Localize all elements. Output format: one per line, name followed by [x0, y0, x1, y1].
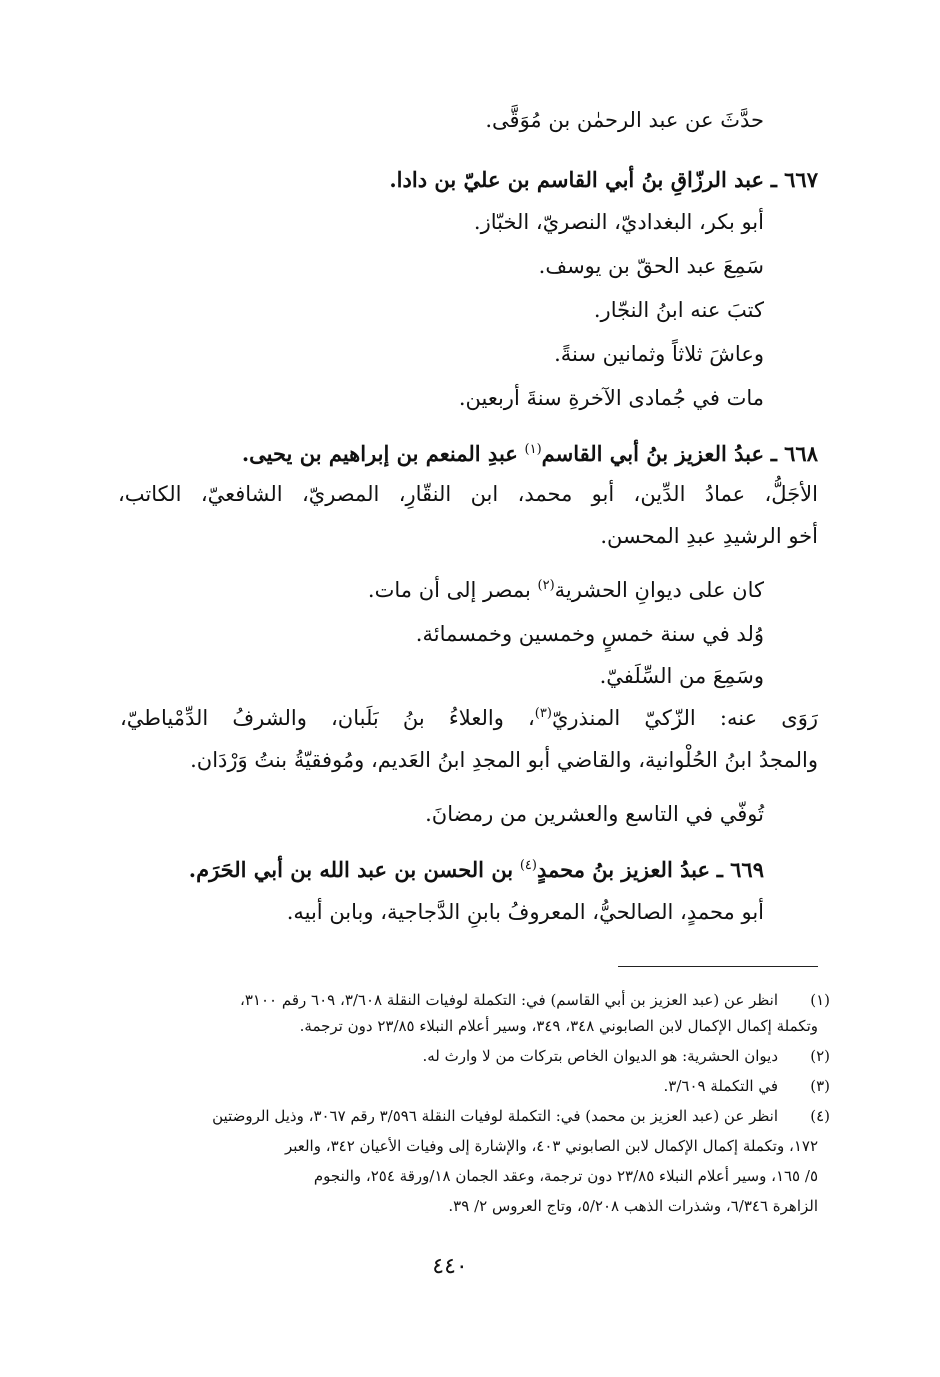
entry-name-continued: بن الحسن بن عبد الله بن أبي الحَرَم.: [188, 857, 514, 882]
footnote-number: (١): [810, 991, 830, 1009]
text-line: الأجَلُّ، عمادُ الدِّين، أبو محمد، ابن النقّارِ، المصريّ، الشافعيّ، الكاتب،: [118, 482, 818, 506]
page-number: ٤٤٠: [432, 1254, 468, 1279]
entry-name-continued: عبدِ المنعم بن إبراهيم بن يحيى.: [241, 441, 518, 466]
footnote-number: (٢): [810, 1047, 830, 1065]
footnote-number: (٣): [810, 1077, 830, 1095]
entry-heading-668: [242, 438, 818, 470]
footnote-line: ديوان الحشرية: هو الديوان الخاص بتركات من لا وارث له.: [422, 1047, 778, 1065]
footnote-line: انظر عن (عبد العزيز بن محمد) في: التكملة لوفيات النقلة ٣/٥٩٦ رقم ٣٠٦٧، وذيل الروضتين: [212, 1107, 778, 1125]
footnote-line: الزاهرة ٦/٣٤٦، وشذرات الذهب ٥/٢٠٨، وتاج العروس ٢/ ٣٩.: [448, 1197, 818, 1215]
entry-name: عبدُ العزيز بنُ أبي القاسم: [541, 441, 764, 466]
text-line: مات في جُمادى الآخرةِ سنةَ أربعين.: [458, 386, 764, 410]
text-line: سَمِعَ عبد الحقّ بن يوسف.: [538, 254, 764, 278]
entry-heading-667: [389, 164, 818, 196]
text-line: أبو محمدٍ، الصالحيُّ، المعروفُ بابنِ الدَّجاجية، وبابن أبيه.: [286, 900, 764, 924]
text-line: أخو الرشيدِ عبدِ المحسن.: [600, 524, 818, 548]
footnote-line: انظر عن (عبد العزيز بن أبي القاسم) في: التكملة لوفيات النقلة ٣/٦٠٨، ٦٠٩ رقم ٣١٠٠،: [240, 991, 778, 1009]
entry-number: ٦٦٧ ـ: [770, 167, 818, 192]
footnote-number: (٤): [810, 1107, 830, 1125]
text-line: كان على ديوانِ الحشرية$^{(٢)}$ بمصر إلى أن مات.: [367, 578, 764, 602]
footnote-line: ١٧٢، وتكملة إكمال الإكمال لابن الصابوني ٤٠٣، والإشارة إلى وفيات الأعيان ٣٤٢، والعبر: [284, 1137, 818, 1155]
footnote-line: في التكملة ٣/٦٠٩.: [663, 1077, 778, 1095]
footnote-ref[interactable]: (٣): [534, 706, 552, 721]
entry-number: ٦٦٨ ـ: [770, 441, 818, 466]
entry-number: ٦٦٩ ـ: [716, 857, 764, 882]
entry-heading-669: [189, 854, 764, 886]
text-line: تُوفّي في التاسع والعشرين من رمضانَ.: [425, 802, 764, 826]
text-line: وُلد في سنة خمسٍ وخمسين وخمسمائة.: [415, 622, 764, 646]
entry-name: عبد الرزّاقِ بنُ أبي القاسم بن عليّ بن دادا.: [389, 167, 764, 192]
text-line: وعاشَ ثلاثاً وثمانين سنةً.: [554, 342, 764, 366]
text-line: أبو بكر، البغداديّ، النصريّ، الخبّاز.: [473, 210, 764, 234]
footnote-ref[interactable]: (٢): [537, 578, 555, 593]
text-line: والمجدُ ابنُ الحُلْوانية، والقاضي أبو المجدِ ابنُ العَديم، ومُوفقيّةُ بنتُ وَرْدَان.: [190, 748, 818, 772]
entry-name: عبدُ العزيز بنُ محمدٍ: [536, 857, 710, 882]
text-line: حدَّثَ عن عبد الرحمٰن بن مُوَقَّى.: [485, 108, 764, 132]
footnote-line: وتكملة إكمال الإكمال لابن الصابوني ٣٤٨، ٣٤٩، وسير أعلام النبلاء ٢٣/٨٥ دون ترجمة.: [299, 1017, 818, 1035]
text-line: وسَمِعَ من السِّلَفيّ.: [599, 664, 764, 688]
text-line: رَوَى عنه: الزّكيّ المنذريّ$^{(٣)}$، والعلاءُ بنُ بَلَبان، والشرفُ الدِّمْياطيّ،: [120, 706, 818, 730]
footnote-ref[interactable]: (٤): [519, 858, 537, 873]
footnote-separator: [618, 966, 818, 967]
text-line: كتبَ عنه ابنُ النجّار.: [593, 298, 764, 322]
footnote-ref[interactable]: (١): [524, 442, 542, 457]
footnote-line: ٥/ ١٦٥، وسير أعلام النبلاء ٢٣/٨٥ دون ترجمة، وعقد الجمان ١٨/ورقة ٢٥٤، والنجوم: [313, 1167, 818, 1185]
